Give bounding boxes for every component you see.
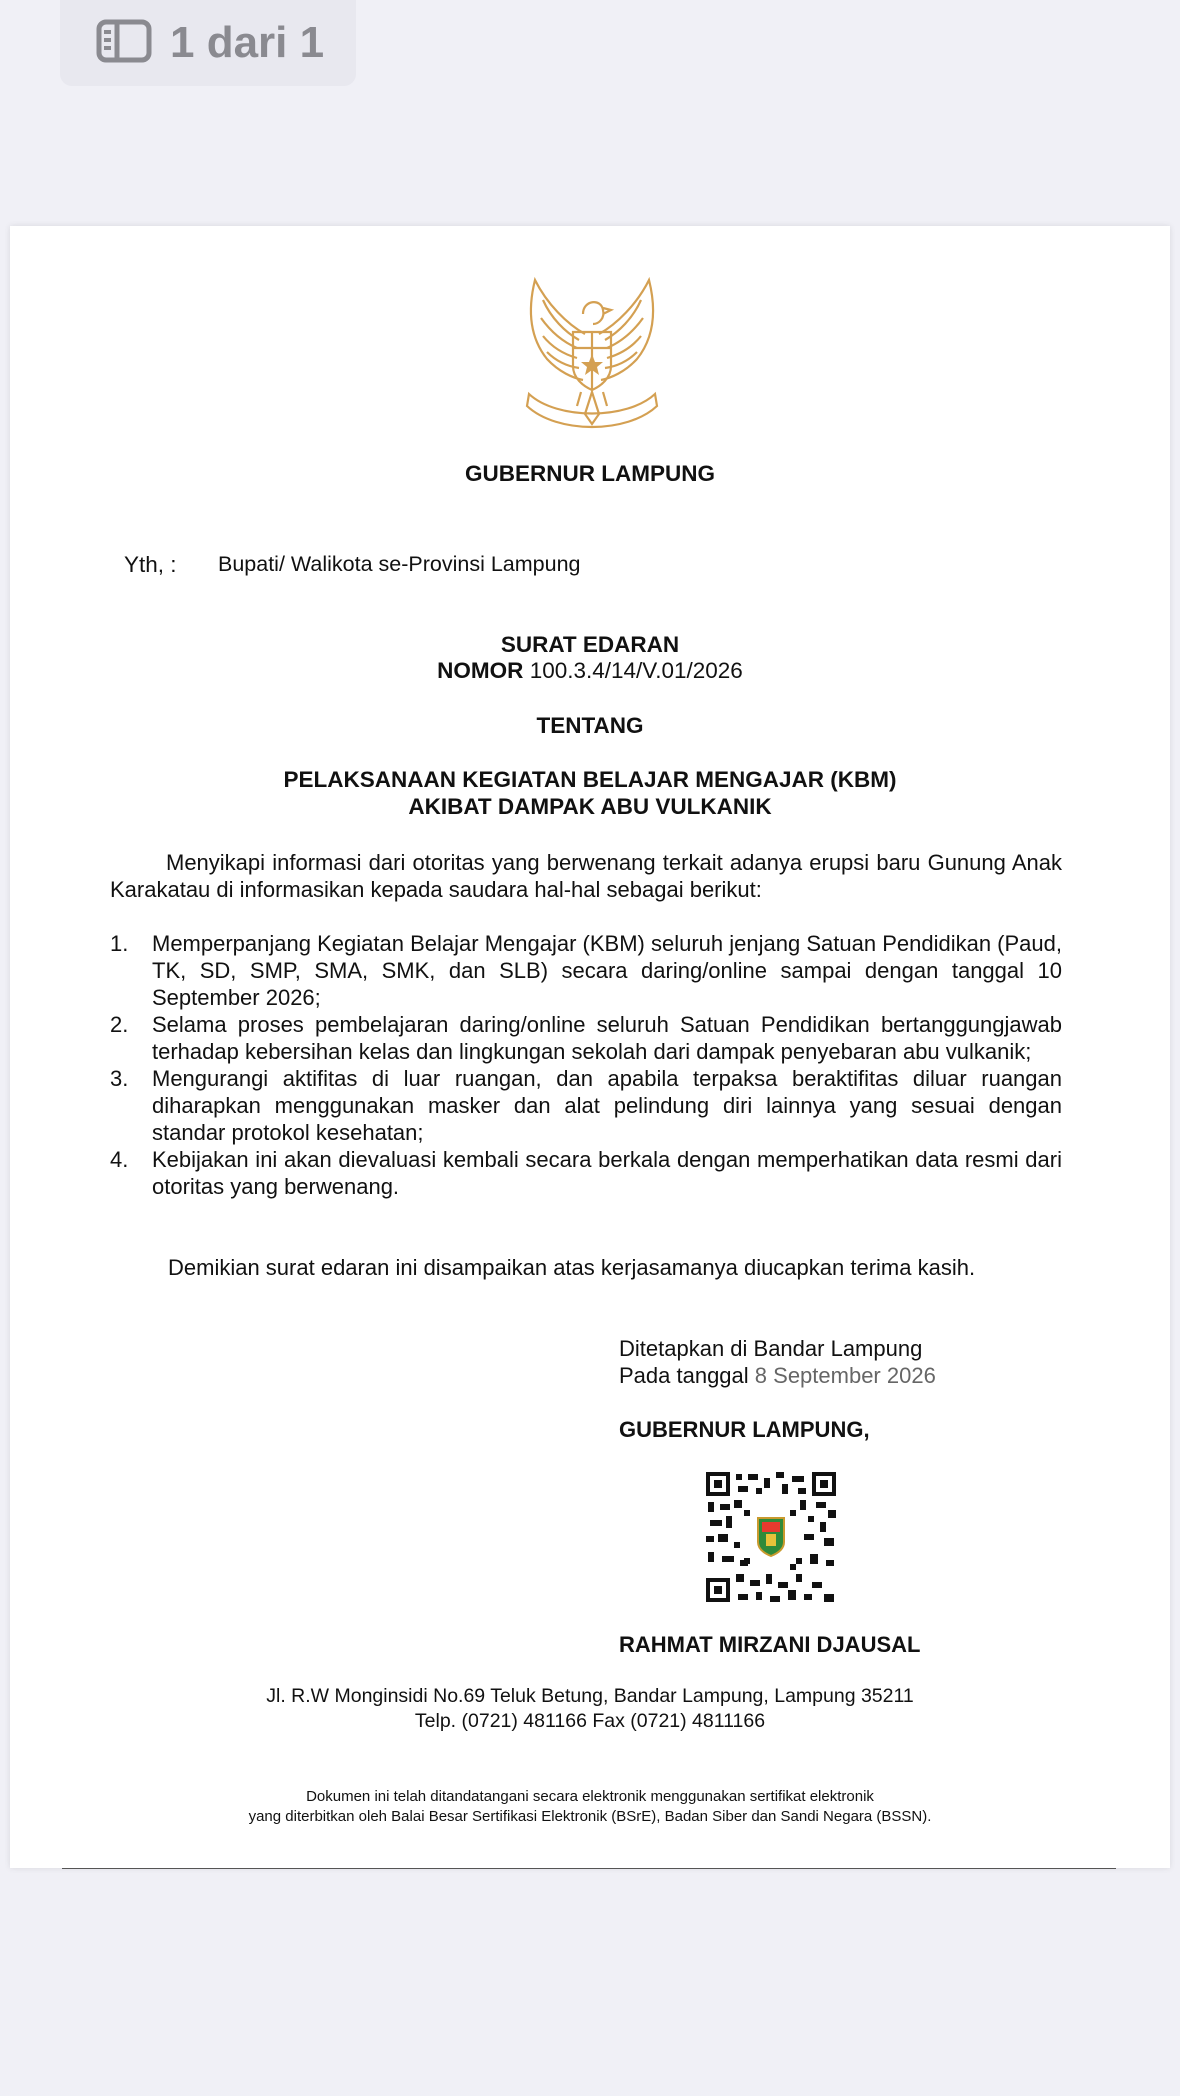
list-item-number: 1. [110, 931, 129, 956]
list-item-text: Selama proses pembelajaran daring/online seluruh Satuan Pendidikan bertanggungjawab terhadap kebersihan kelas dan lingkungan sekolah dari dampak penyebaran abu vulkanik; [152, 1012, 1062, 1064]
list-item [110, 1011, 1062, 1065]
page-bottom-divider [62, 1868, 1116, 1869]
list-item-text: Kebijakan ini akan dievaluasi kembali secara berkala dengan memperhatikan data resmi dari otoritas yang berwenang. [152, 1147, 1062, 1199]
qr-code-icon [704, 1470, 838, 1609]
recipient: Bupati/ Walikota se-Provinsi Lampung [218, 552, 581, 576]
points-list [110, 930, 1062, 1200]
list-item-number: 2. [110, 1012, 129, 1037]
page-indicator-text: 1 dari 1 [170, 18, 325, 67]
place-line: Ditetapkan di Bandar Lampung [619, 1336, 923, 1361]
esign-note-line-1: Dokumen ini telah ditandatangani secara elektronik menggunakan sertifikat elektronik [306, 1788, 874, 1805]
list-item [110, 1146, 1062, 1200]
signer-title: GUBERNUR LAMPUNG, [619, 1417, 870, 1442]
list-item-text: Mengurangi aktifitas di luar ruangan, dan apabila terpaksa beraktifitas diluar ruangan diharapkan menggunakan masker dan alat pelindung diri lainnya yang sesuai dengan standar protokol kesehatan; [152, 1066, 1062, 1145]
signer-name: RAHMAT MIRZANI DJAUSAL [619, 1632, 921, 1657]
address-line-2: Telp. (0721) 481166 Fax (0721) 4811166 [414, 1710, 766, 1732]
garuda-emblem-icon [507, 274, 677, 449]
subject-line-2: AKIBAT DAMPAK ABU VULKANIK [408, 794, 772, 819]
recipient-label: Yth, : [124, 552, 177, 577]
date-label: Pada tanggal [619, 1363, 749, 1388]
esign-note-line-2: yang diterbitkan oleh Balai Besar Sertifikasi Elektronik (BSrE), Badan Siber dan Sandi Negara (BSSN). [248, 1808, 932, 1825]
date-line [619, 1362, 936, 1389]
list-item [110, 930, 1062, 1011]
document-page [10, 226, 1170, 1868]
issuer-heading: GUBERNUR LAMPUNG [465, 461, 715, 486]
list-item-number: 3. [110, 1066, 129, 1091]
sidebar-toggle-icon[interactable] [96, 19, 152, 68]
list-item [110, 1065, 1062, 1146]
doc-number-value: 100.3.4/14/V.01/2026 [529, 658, 743, 683]
doc-type: SURAT EDARAN [500, 632, 680, 657]
list-item-number: 4. [110, 1147, 129, 1172]
date-value: 8 September 2026 [754, 1363, 936, 1388]
doc-number-label: NOMOR [437, 658, 524, 683]
about-heading: TENTANG [536, 713, 644, 738]
subject-line-1: PELAKSANAAN KEGIATAN BELAJAR MENGAJAR (KBM) [283, 767, 897, 792]
list-item-text: Memperpanjang Kegiatan Belajar Mengajar (KBM) seluruh jenjang Satuan Pendidikan (Paud, TK, SD, SMP, SMA, SMK, dan SLB) secara daring/online sampai dengan tanggal 10 September 2026; [152, 931, 1062, 1010]
closing-paragraph: Demikian surat edaran ini disampaikan atas kerjasamanya diucapkan terima kasih. [168, 1255, 976, 1280]
page-indicator[interactable] [60, 0, 356, 86]
address-line-1: Jl. R.W Monginsidi No.69 Teluk Betung, Bandar Lampung, Lampung 35211 [266, 1685, 914, 1707]
doc-number [10, 658, 1170, 684]
intro-paragraph: Menyikapi informasi dari otoritas yang berwenang terkait adanya erupsi baru Gunung Anak Karakatau di informasikan kepada saudara hal-hal sebagai berikut: [110, 850, 1062, 902]
